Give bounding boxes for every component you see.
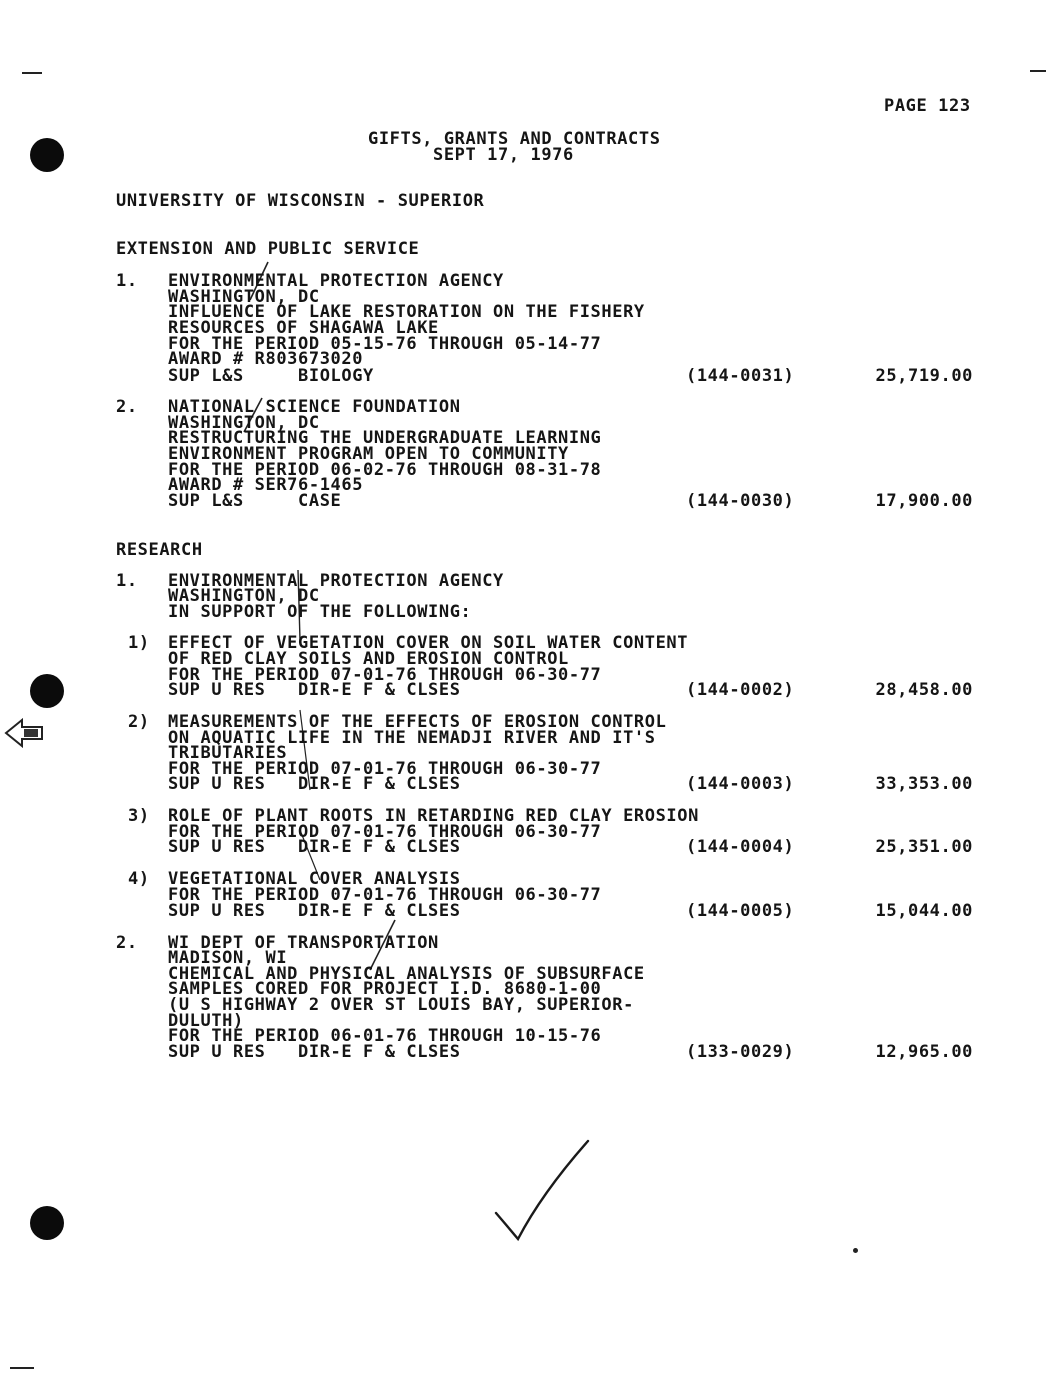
entry-line: FOR THE PERIOD 06-01-76 THROUGH 10-15-76 <box>168 1026 602 1046</box>
section-heading: EXTENSION AND PUBLIC SERVICE <box>116 239 420 259</box>
entry-line: ROLE OF PLANT ROOTS IN RETARDING RED CLAY EROSION <box>168 806 699 826</box>
account-code: (144-0031) <box>686 366 795 386</box>
amount: 33,353.00 <box>875 774 973 794</box>
entry-line: OF RED CLAY SOILS AND EROSION CONTROL <box>168 649 569 669</box>
account-code: (144-0005) <box>686 901 795 921</box>
entry-line: TRIBUTARIES <box>168 743 288 763</box>
account-code: (144-0004) <box>686 837 795 857</box>
entry-line: RESTRUCTURING THE UNDERGRADUATE LEARNING <box>168 428 602 448</box>
entry-line: FOR THE PERIOD 06-02-76 THROUGH 08-31-78 <box>168 460 602 480</box>
entry-line: WASHINGTON, DC <box>168 413 320 433</box>
entry-line: RESOURCES OF SHAGAWA LAKE <box>168 318 439 338</box>
entry-line: VEGETATIONAL COVER ANALYSIS <box>168 869 461 889</box>
entry-line: SAMPLES CORED FOR PROJECT I.D. 8680-1-00 <box>168 979 602 999</box>
section-heading: RESEARCH <box>116 540 203 560</box>
account-code: (144-0003) <box>686 774 795 794</box>
entry-line: INFLUENCE OF LAKE RESTORATION ON THE FISHERY <box>168 302 645 322</box>
entry-line: ENVIRONMENTAL PROTECTION AGENCY <box>168 271 504 291</box>
amount: 25,719.00 <box>875 366 973 386</box>
entry-line: ENVIRONMENT PROGRAM OPEN TO COMMUNITY <box>168 444 569 464</box>
entry-line: FOR THE PERIOD 05-15-76 THROUGH 05-14-77 <box>168 334 602 354</box>
entry-number: 1. <box>116 571 138 591</box>
amount: 15,044.00 <box>875 901 973 921</box>
entry-line: ENVIRONMENTAL PROTECTION AGENCY <box>168 571 504 591</box>
document-date: SEPT 17, 1976 <box>433 145 574 165</box>
subentry-number: 3) <box>128 806 150 826</box>
entry-line: FOR THE PERIOD 07-01-76 THROUGH 06-30-77 <box>168 759 602 779</box>
subentry-number: 2) <box>128 712 150 732</box>
page-number: PAGE 123 <box>884 96 971 116</box>
account-code: (144-0002) <box>686 680 795 700</box>
entry-line: ON AQUATIC LIFE IN THE NEMADJI RIVER AND IT'S <box>168 728 656 748</box>
account-code: (133-0029) <box>686 1042 795 1062</box>
entry-line: SUP U RES DIR-E F & CLSES <box>168 680 461 700</box>
entry-line: NATIONAL SCIENCE FOUNDATION <box>168 397 461 417</box>
amount: 28,458.00 <box>875 680 973 700</box>
entry-line: SUP U RES DIR-E F & CLSES <box>168 901 461 921</box>
entry-line: WI DEPT OF TRANSPORTATION <box>168 933 439 953</box>
amount: 17,900.00 <box>875 491 973 511</box>
entry-line: AWARD # SER76-1465 <box>168 475 364 495</box>
subentry-number: 4) <box>128 869 150 889</box>
entry-line: IN SUPPORT OF THE FOLLOWING: <box>168 602 472 622</box>
amount: 25,351.00 <box>875 837 973 857</box>
entry-line: FOR THE PERIOD 07-01-76 THROUGH 06-30-77 <box>168 665 602 685</box>
institution-name: UNIVERSITY OF WISCONSIN - SUPERIOR <box>116 191 485 211</box>
entry-number: 1. <box>116 271 138 291</box>
account-code: (144-0030) <box>686 491 795 511</box>
entry-line: AWARD # R803673020 <box>168 349 364 369</box>
entry-line: SUP U RES DIR-E F & CLSES <box>168 774 461 794</box>
entry-line: MADISON, WI <box>168 948 288 968</box>
entry-line: MEASUREMENTS OF THE EFFECTS OF EROSION CONTROL <box>168 712 667 732</box>
entry-line: SUP U RES DIR-E F & CLSES <box>168 837 461 857</box>
entry-line: DULUTH) <box>168 1011 244 1031</box>
entry-line: SUP L&S CASE <box>168 491 342 511</box>
entry-number: 2. <box>116 397 138 417</box>
entry-line: CHEMICAL AND PHYSICAL ANALYSIS OF SUBSURFACE <box>168 964 645 984</box>
amount: 12,965.00 <box>875 1042 973 1062</box>
entry-line: SUP L&S BIOLOGY <box>168 366 374 386</box>
entry-line: FOR THE PERIOD 07-01-76 THROUGH 06-30-77 <box>168 885 602 905</box>
entry-line: EFFECT OF VEGETATION COVER ON SOIL WATER CONTENT <box>168 633 689 653</box>
entry-line: FOR THE PERIOD 07-01-76 THROUGH 06-30-77 <box>168 822 602 842</box>
entry-line: (U S HIGHWAY 2 OVER ST LOUIS BAY, SUPERIOR- <box>168 995 634 1015</box>
entry-line: WASHINGTON, DC <box>168 586 320 606</box>
document-title: GIFTS, GRANTS AND CONTRACTS <box>368 129 661 149</box>
entry-number: 2. <box>116 933 138 953</box>
entry-line: SUP U RES DIR-E F & CLSES <box>168 1042 461 1062</box>
subentry-number: 1) <box>128 633 150 653</box>
entry-line: WASHINGTON, DC <box>168 287 320 307</box>
